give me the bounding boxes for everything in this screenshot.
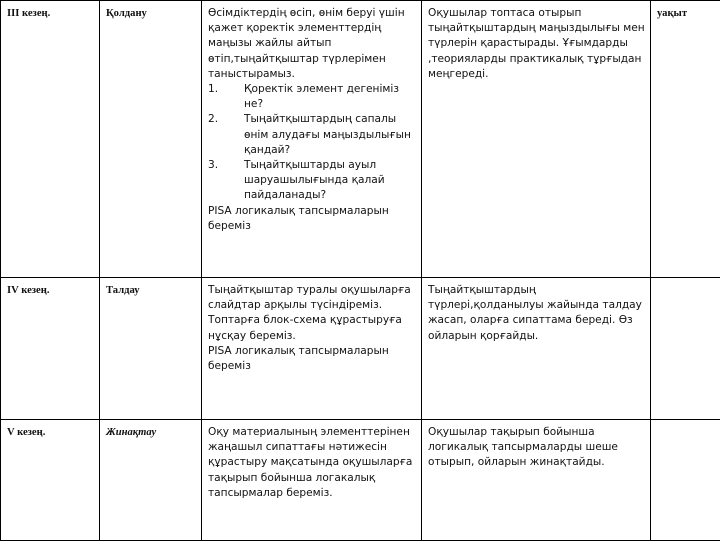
stage-cell: V кезең. — [1, 420, 100, 541]
time-cell — [651, 278, 720, 420]
list-number: 2. — [208, 112, 238, 127]
list-item — [208, 82, 416, 112]
student-activity-cell: Тыңайтқыштардың түрлері,қолданылуы жайында талдау жасап, оларға сипаттама береді. Өз ойларын қорғайды. — [422, 278, 651, 420]
method-cell: Талдау — [100, 278, 202, 420]
time-cell — [651, 420, 720, 541]
list-item — [208, 112, 416, 158]
teacher-activity-cell: Оқу материалының элементтерінен жаңашыл сипаттағы нәтижесін құрастыру мақсатында оқушыларға тақырып бойынша логакалық тапсырмалар береміз. — [202, 420, 422, 541]
student-activity-cell: Оқушылар тақырып бойынша логикалық тапсырмаларды шеше отырып, ойларын жинақтайды. — [422, 420, 651, 541]
table-row — [1, 278, 720, 420]
teacher-activity-cell — [202, 1, 422, 278]
method-cell: Қолдану — [100, 1, 202, 278]
list-number: 3. — [208, 158, 238, 173]
list-number: 1. — [208, 82, 238, 97]
teacher-text: Тыңайтқыштар туралы оқушыларға слайдтар арқылы түсіндіреміз. Топтарға блок-схема құрастыруға нұсқау береміз. — [208, 283, 416, 344]
question-list — [208, 82, 416, 204]
question-text: Тыңайтқыштардың сапалы өнім алудағы маңыздылығын қандай? — [244, 113, 411, 155]
table-row — [1, 1, 720, 278]
teacher-outro-text: PISA логикалық тапсырмаларын береміз — [208, 344, 416, 374]
question-text: Қоректік элемент дегеніміз не? — [244, 83, 399, 110]
question-text: Тыңайтқыштарды ауыл шаруашылығында қалай пайдаланады? — [244, 159, 385, 201]
time-cell: уақыт — [651, 1, 720, 278]
teacher-intro-text: Өсімдіктердің өсіп, өнім беруі үшін қажет қоректік элементтердің маңызы жайлы айтып өтіп,тыңайтқыштар түрлерімен таныстырамыз. — [208, 6, 416, 82]
list-item — [208, 158, 416, 204]
table-row — [1, 420, 720, 541]
teacher-activity-cell — [202, 278, 422, 420]
stage-cell: III кезең. — [1, 1, 100, 278]
teacher-outro-text: PISA логикалық тапсырмаларын береміз — [208, 204, 416, 234]
student-activity-cell: Оқушылар топтаса отырып тыңайтқыштардың маңыздылығы мен түрлерін қарастырады. Ұғымдарды ,теорияларды практикалық тұрғыдан меңгереді. — [422, 1, 651, 278]
method-cell: Жинақтау — [100, 420, 202, 541]
stage-cell: IV кезең. — [1, 278, 100, 420]
